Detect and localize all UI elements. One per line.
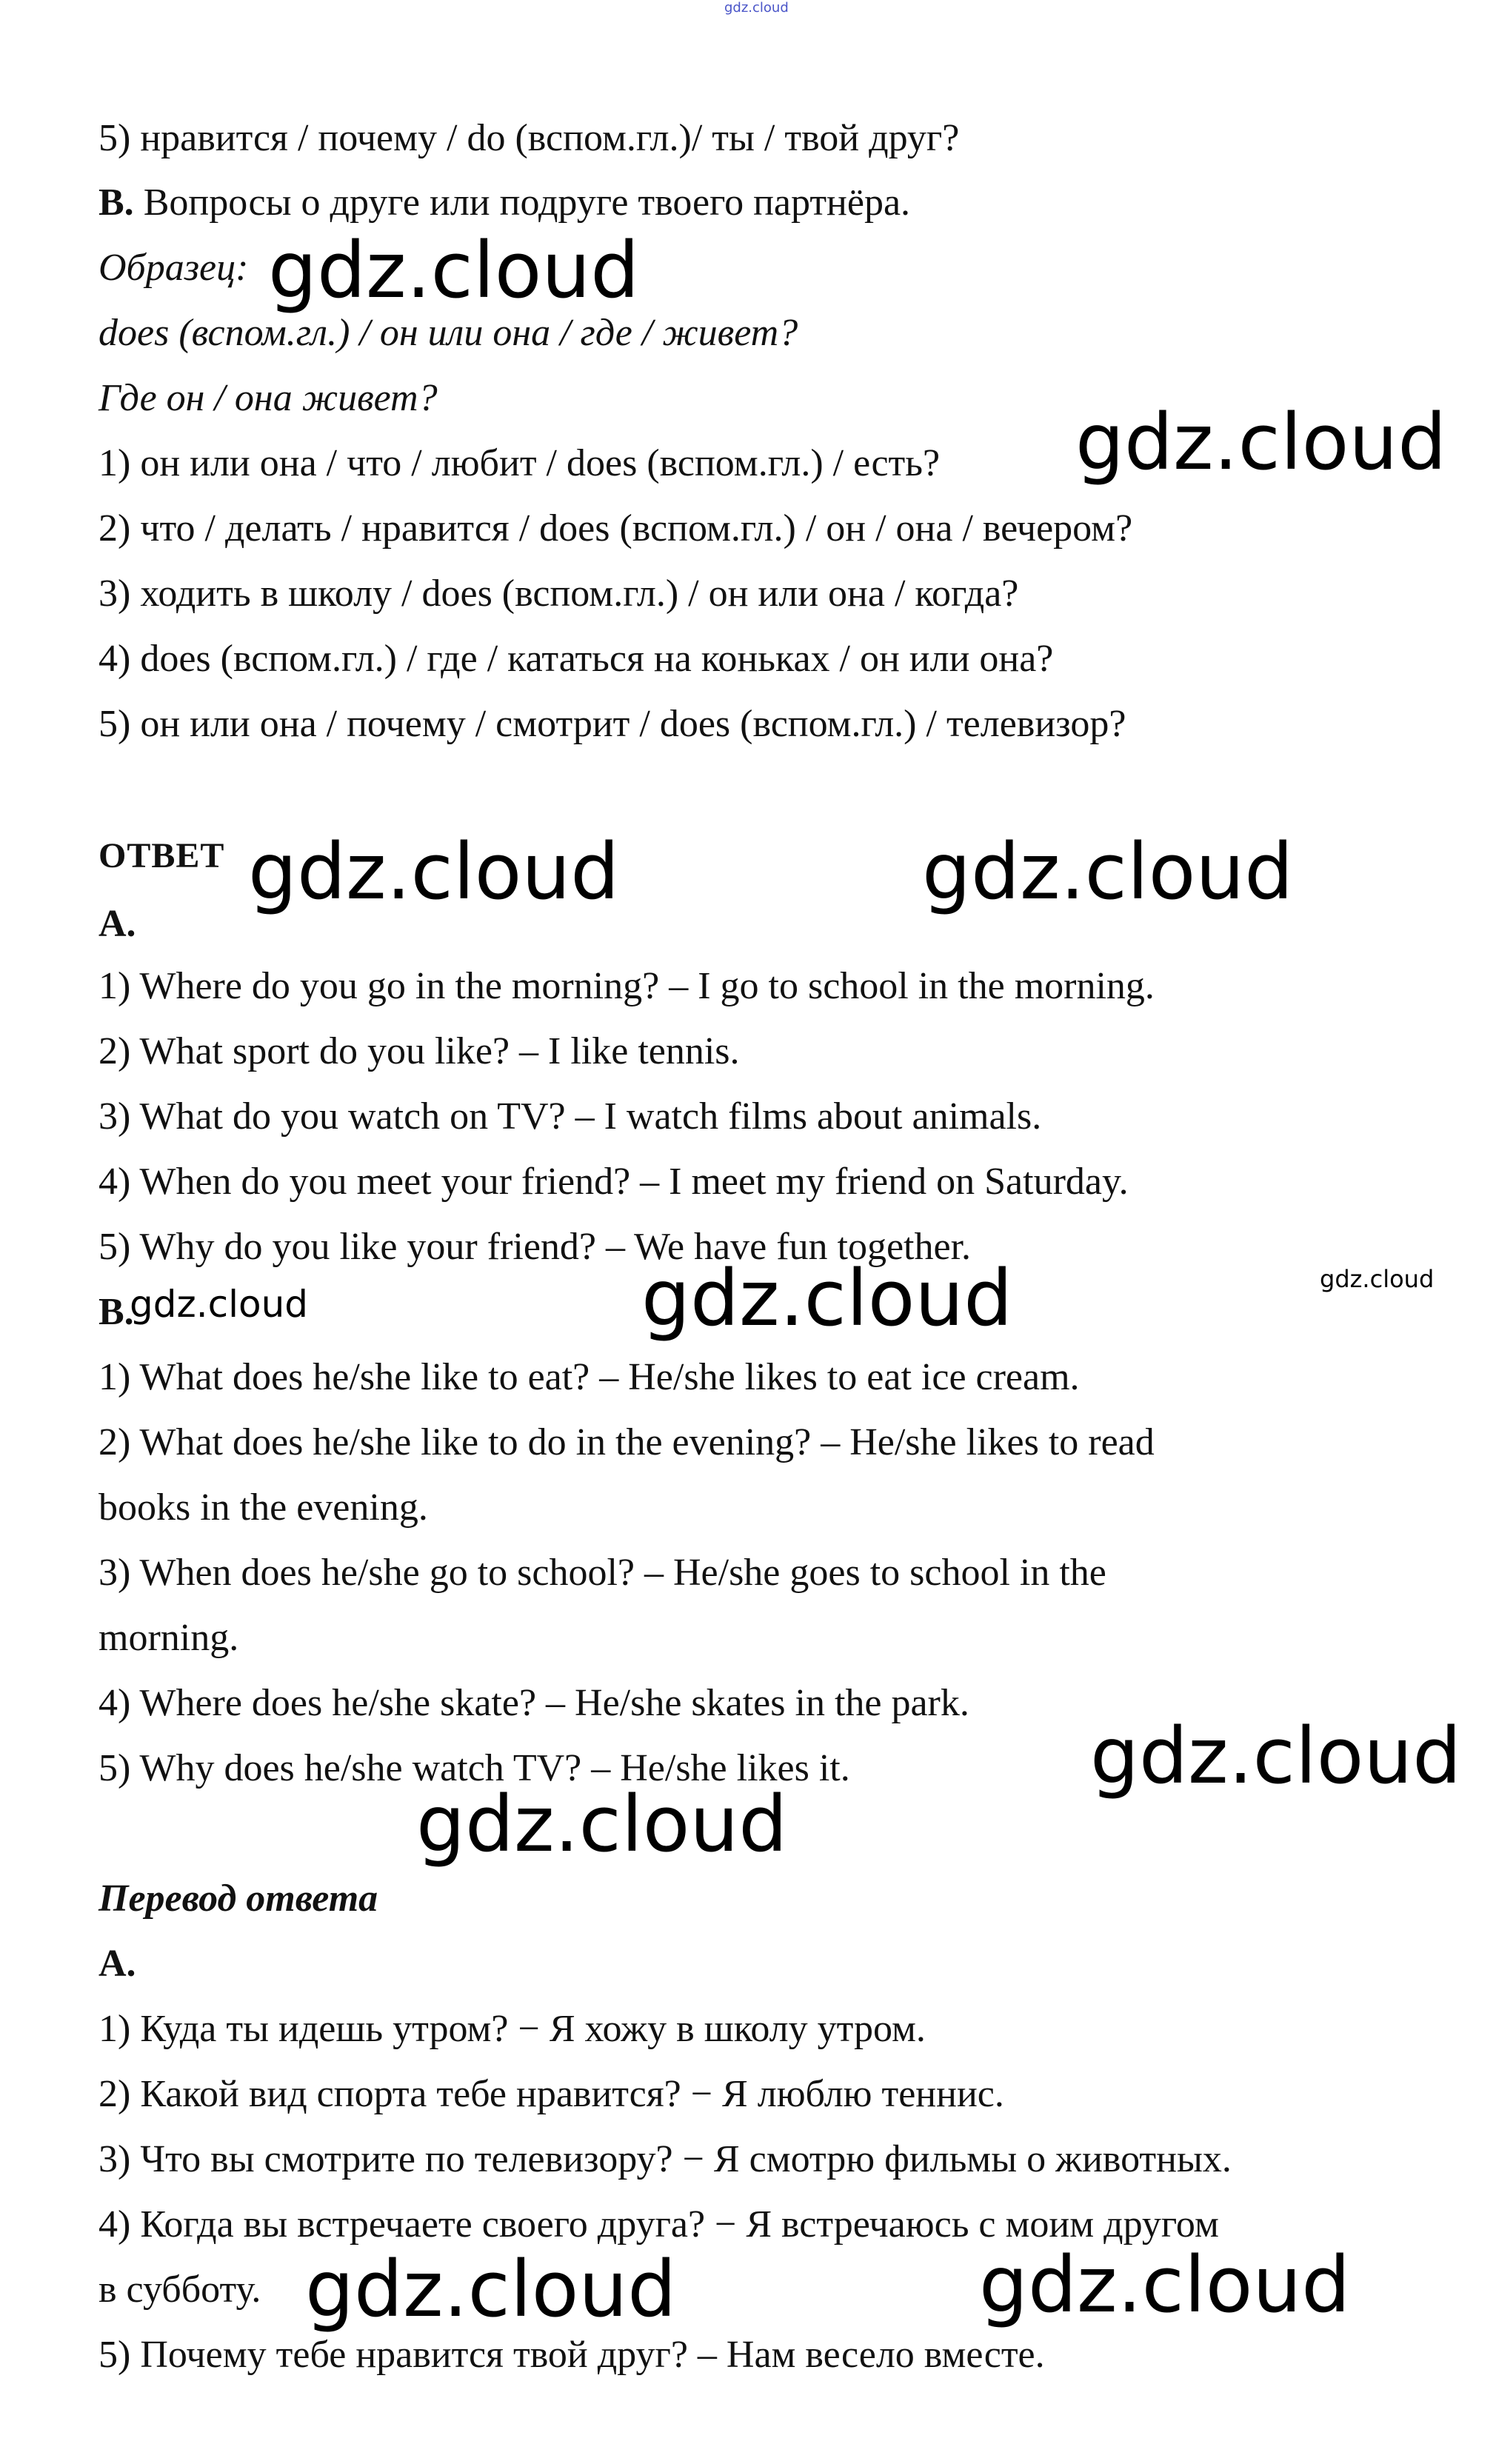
translation-heading: Перевод ответа	[98, 1877, 378, 1920]
watermark: gdz.cloud	[305, 2244, 677, 2334]
exercise-b-item: 3) ходить в школу / does (вспом.гл.) / он или она / когда?	[98, 572, 1019, 615]
watermark: gdz.cloud	[416, 1779, 788, 1869]
exercise-b-item: 5) он или она / почему / смотрит / does (вспом.гл.) / телевизор?	[98, 703, 1126, 745]
watermark: gdz.cloud	[1075, 397, 1447, 487]
watermark: gdz.cloud	[922, 827, 1294, 917]
answer-b-item-continued: books in the evening.	[98, 1486, 428, 1529]
translation-item: 3) Что вы смотрите по телевизору? − Я смотрю фильмы о животных.	[98, 2138, 1232, 2180]
exercise-b-title-text: Вопросы о друге или подруге твоего партнёра.	[133, 181, 911, 224]
translation-item: 1) Куда ты идешь утром? − Я хожу в школу утром.	[98, 2008, 926, 2050]
translation-item: 5) Почему тебе нравится твой друг? – Нам весело вместе.	[98, 2334, 1045, 2376]
answer-a-item: 4) When do you meet your friend? – I meet my friend on Saturday.	[98, 1161, 1129, 1203]
answer-b-item: 1) What does he/she like to eat? – He/she likes to eat ice cream.	[98, 1356, 1080, 1398]
exercise-b-title	[98, 181, 910, 225]
watermark: gdz.cloud	[641, 1253, 1013, 1343]
watermark-top: gdz.cloud	[724, 0, 789, 16]
answer-a-item: 1) Where do you go in the morning? – I go to school in the morning.	[98, 965, 1155, 1007]
sample-line-1: does (вспом.гл.) / он или она / где / живет?	[98, 312, 798, 354]
answer-b-item: 3) When does he/she go to school? – He/she goes to school in the	[98, 1552, 1106, 1594]
translation-item: 2) Какой вид спорта тебе нравится? − Я люблю теннис.	[98, 2073, 1004, 2115]
watermark-medium: gdz.cloud	[130, 1283, 309, 1326]
answer-b-item-continued: morning.	[98, 1617, 239, 1659]
answer-a-label: A.	[98, 903, 136, 945]
sample-label: Образец:	[98, 247, 249, 289]
exercise-b-label: B.	[98, 181, 134, 224]
exercise-b-item: 4) does (вспом.гл.) / где / кататься на коньках / он или она?	[98, 638, 1054, 680]
watermark-small: gdz.cloud	[1320, 1265, 1435, 1293]
answer-b-item: 5) Why does he/she watch TV? – He/she likes it.	[98, 1747, 850, 1789]
answer-a-item: 3) What do you watch on TV? – I watch films about animals.	[98, 1095, 1042, 1138]
answer-b-label: B.	[98, 1291, 134, 1333]
watermark: gdz.cloud	[979, 2240, 1351, 2330]
answer-a-item: 5) Why do you like your friend? – We have fun together.	[98, 1226, 972, 1268]
watermark: gdz.cloud	[268, 225, 640, 315]
watermark: gdz.cloud	[248, 827, 620, 917]
exercise-a-item-5: 5) нравится / почему / do (вспом.гл.)/ ты / твой друг?	[98, 117, 960, 159]
sample-line-2: Где он / она живет?	[98, 377, 438, 419]
watermark: gdz.cloud	[1090, 1711, 1462, 1801]
answer-b-item: 2) What does he/she like to do in the evening? – He/she likes to read	[98, 1421, 1155, 1463]
answer-heading: ОТВЕТ	[98, 836, 225, 875]
answer-a-item: 2) What sport do you like? – I like tennis.	[98, 1030, 740, 1072]
exercise-b-item: 1) он или она / что / любит / does (вспом.гл.) / есть?	[98, 442, 941, 484]
translation-a-label: A.	[98, 1943, 136, 1985]
exercise-b-item: 2) что / делать / нравится / does (вспом.гл.) / он / она / вечером?	[98, 507, 1133, 550]
translation-item-continued: в субботу.	[98, 2268, 261, 2311]
translation-item: 4) Когда вы встречаете своего друга? − Я встречаюсь с моим другом	[98, 2203, 1219, 2246]
answer-b-item: 4) Where does he/she skate? – He/she skates in the park.	[98, 1682, 969, 1724]
